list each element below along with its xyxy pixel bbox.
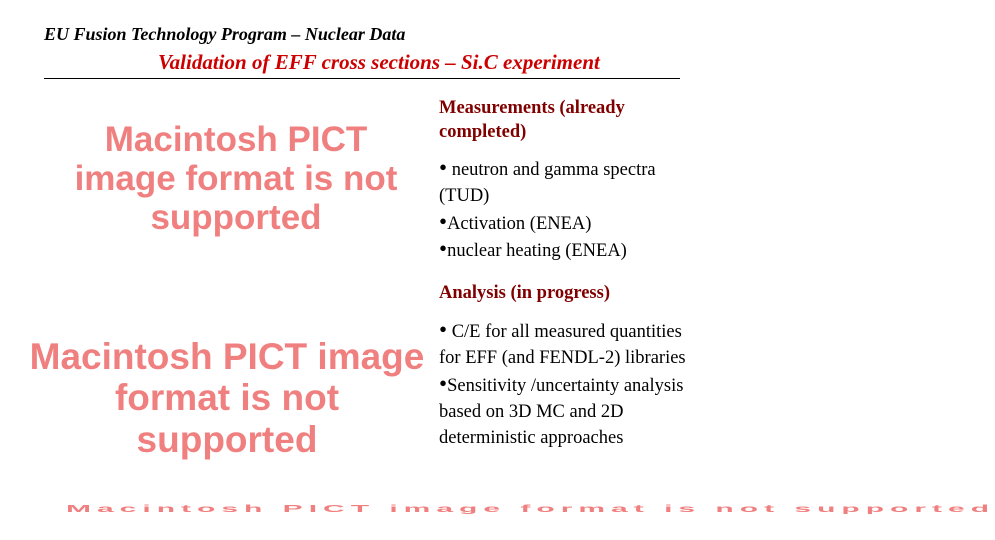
list-item	[439, 210, 689, 237]
bullet-icon: •	[439, 235, 448, 261]
list-item-text: C/E for all measured quantities for EFF (and FENDL-2) libraries	[439, 322, 686, 369]
measurements-list	[439, 156, 689, 264]
analysis-heading: Analysis (in progress)	[439, 283, 610, 303]
list-item-text: neutron and gamma spectra (TUD)	[439, 160, 656, 207]
bullet-icon: •	[439, 370, 448, 396]
measurements-heading: Measurements (already completed)	[439, 98, 625, 143]
header-divider	[44, 78, 680, 79]
pict-placeholder-top: Macintosh PICT image format is not supported	[74, 120, 398, 238]
slide-title: Validation of EFF cross sections – Si.C experiment	[158, 50, 600, 74]
bullet-icon: •	[439, 155, 448, 180]
list-item-text: Sensitivity /uncertainty analysis based on 3D MC and 2D deterministic approaches	[439, 375, 684, 449]
list-item-text: Activation (ENEA)	[447, 213, 592, 234]
pict-placeholder-middle: Macintosh PICT image format is not supported	[29, 336, 425, 460]
program-header: EU Fusion Technology Program – Nuclear Data	[44, 24, 406, 44]
bullet-icon: •	[439, 317, 448, 342]
list-item	[439, 237, 689, 264]
bullet-icon: •	[439, 208, 448, 234]
list-item-text: nuclear heating (ENEA)	[447, 240, 627, 261]
list-item	[439, 372, 689, 452]
analysis-list	[439, 318, 689, 451]
pict-placeholder-bottom-text: Macintosh PICT image format is not supported	[66, 503, 995, 515]
pict-placeholder-bottom	[66, 503, 995, 529]
list-item	[439, 156, 689, 210]
list-item	[439, 318, 689, 372]
